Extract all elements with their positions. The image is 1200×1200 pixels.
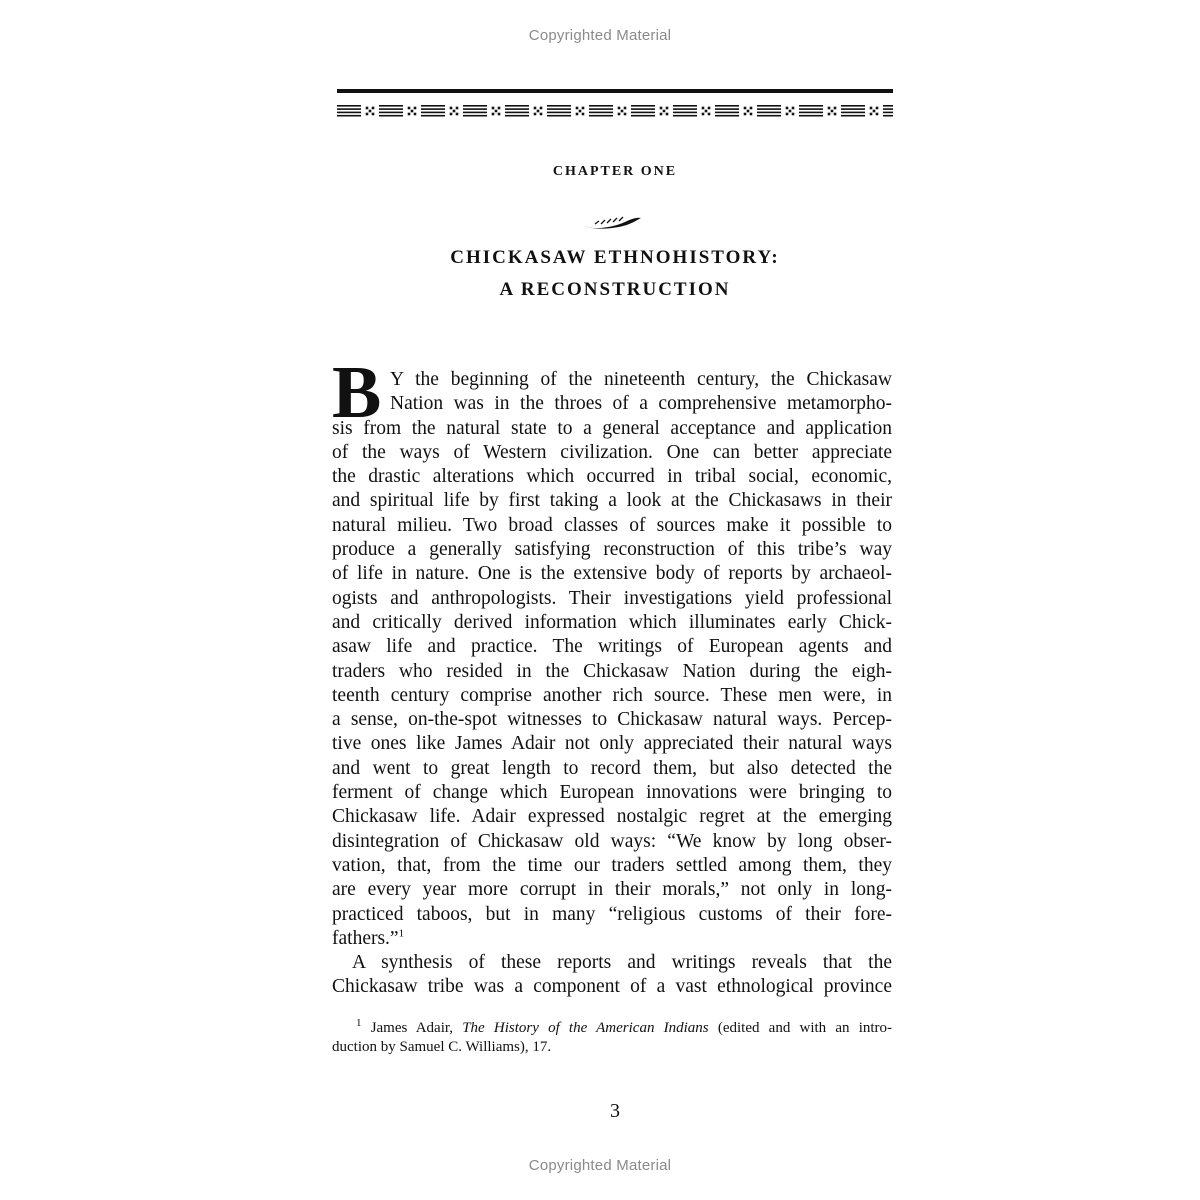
ornament-stripe bbox=[421, 108, 445, 110]
body-line: of life in nature. One is the extensive body of reports by archaeol- bbox=[332, 563, 892, 585]
ornament-stripe bbox=[799, 115, 823, 117]
ornament-dot bbox=[498, 107, 501, 110]
ornament-dot bbox=[582, 107, 585, 110]
body-line: practiced taboos, but in many “religious customs of their fore- bbox=[332, 903, 892, 925]
ornament-dot bbox=[792, 107, 795, 110]
ornament-dot bbox=[705, 110, 708, 113]
body-line: of the ways of Western civilization. One can better appreciate bbox=[332, 441, 892, 463]
ornament-dot bbox=[372, 113, 375, 116]
ornament-dot bbox=[618, 107, 621, 110]
body-line: disintegration of Chickasaw old ways: “We know by long obser- bbox=[332, 830, 892, 852]
ornament-stripe bbox=[463, 105, 487, 107]
ornament-stripe bbox=[337, 108, 361, 110]
body-line: are every year more corrupt in their morals,” not only in long- bbox=[332, 879, 892, 901]
ornament-stripe bbox=[841, 112, 865, 114]
flourish-ornament-icon bbox=[581, 212, 643, 232]
ornament-stripe bbox=[841, 115, 865, 117]
watermark-bottom: Copyrighted Material bbox=[528, 1157, 672, 1174]
footnote-line-2: duction by Samuel C. Williams), 17. bbox=[332, 1039, 552, 1055]
ornament-dot bbox=[828, 113, 831, 116]
ornamental-border bbox=[337, 104, 893, 118]
ornament-stripe bbox=[799, 112, 823, 114]
ornament-dot bbox=[708, 107, 711, 110]
ornament-stripe bbox=[715, 108, 739, 110]
body-line: natural milieu. Two broad classes of sources make it possible to bbox=[332, 514, 892, 536]
ornament-stripe bbox=[547, 115, 571, 117]
ornament-stripe bbox=[379, 105, 403, 107]
footnote-line-1 bbox=[332, 1019, 892, 1038]
ornament-stripe bbox=[379, 115, 403, 117]
ornament-dot bbox=[540, 107, 543, 110]
ornament-stripe bbox=[631, 115, 655, 117]
ornament-dot bbox=[414, 113, 417, 116]
ornament-stripe bbox=[841, 105, 865, 107]
ornament-stripe bbox=[883, 105, 893, 107]
ornament-dot bbox=[828, 107, 831, 110]
ornament-dot bbox=[576, 107, 579, 110]
footnote-number: 1 bbox=[356, 1017, 362, 1029]
ornament-stripe bbox=[589, 112, 613, 114]
ornament-stripe bbox=[883, 112, 893, 114]
body-line-with-footnote bbox=[332, 927, 892, 951]
body-line: tive ones like James Adair not only appreciated their natural ways bbox=[332, 733, 892, 755]
ornament-dot bbox=[708, 113, 711, 116]
body-line: ogists and anthropologists. Their investigations yield professional bbox=[332, 587, 892, 609]
body-line: traders who resided in the Chickasaw Nation during the eigh- bbox=[332, 660, 892, 682]
ornament-dot bbox=[870, 113, 873, 116]
ornament-stripe bbox=[673, 108, 697, 110]
body-line: Nation was in the throes of a comprehensive metamorpho- bbox=[390, 393, 892, 415]
ornament-stripe bbox=[337, 112, 361, 114]
body-line: fathers.” bbox=[332, 927, 399, 949]
ornament-dot bbox=[744, 113, 747, 116]
ornament-stripe bbox=[337, 105, 361, 107]
ornament-stripe bbox=[589, 115, 613, 117]
footnote-book-title: The History of the American Indians bbox=[462, 1020, 709, 1036]
footnote-reference[interactable]: 1 bbox=[398, 927, 405, 940]
ornament-stripe bbox=[505, 108, 529, 110]
ornament-dot bbox=[453, 110, 456, 113]
ornament-stripe bbox=[799, 105, 823, 107]
body-line: Chickasaw life. Adair expressed nostalgic regret at the emerging bbox=[332, 806, 892, 828]
ornament-dot bbox=[786, 113, 789, 116]
ornament-stripe bbox=[505, 112, 529, 114]
body-line: asaw life and practice. The writings of European agents and bbox=[332, 636, 892, 658]
ornament-stripe bbox=[631, 112, 655, 114]
ornament-dot bbox=[621, 110, 624, 113]
ornament-stripe bbox=[757, 115, 781, 117]
body-line: sis from the natural state to a general acceptance and application bbox=[332, 417, 892, 439]
chapter-label: CHAPTER ONE bbox=[552, 164, 678, 179]
ornament-dot bbox=[660, 113, 663, 116]
ornament-stripe bbox=[757, 112, 781, 114]
ornament-stripe bbox=[379, 108, 403, 110]
ornament-dot bbox=[540, 113, 543, 116]
footnote bbox=[332, 1019, 892, 1057]
ornament-dot bbox=[534, 113, 537, 116]
ornament-dot bbox=[372, 107, 375, 110]
body-line: the drastic alterations which occurred in tribal social, economic, bbox=[332, 466, 892, 488]
ornament-dot bbox=[456, 107, 459, 110]
ornament-stripe bbox=[673, 115, 697, 117]
ornament-dot bbox=[750, 107, 753, 110]
ornament-dot bbox=[744, 107, 747, 110]
ornament-dot bbox=[789, 110, 792, 113]
ornament-dot bbox=[498, 113, 501, 116]
body-line: A synthesis of these reports and writings reveals that the bbox=[352, 952, 892, 974]
ornament-stripe bbox=[463, 115, 487, 117]
ornament-dot bbox=[831, 110, 834, 113]
body-line: and spiritual life by first taking a look at the Chickasaws in their bbox=[332, 490, 892, 512]
body-line: Y the beginning of the nineteenth century, the Chickasaw bbox=[390, 369, 892, 390]
ornament-dot bbox=[834, 107, 837, 110]
ornament-stripe bbox=[757, 105, 781, 107]
ornament-dot bbox=[834, 113, 837, 116]
chapter-title-line-1: CHICKASAW ETHNOHISTORY: bbox=[450, 247, 780, 268]
ornament-dot bbox=[537, 110, 540, 113]
ornament-dot bbox=[411, 110, 414, 113]
body-line: teenth century comprise another rich source. These men were, in bbox=[332, 684, 892, 706]
ornament-stripe bbox=[463, 108, 487, 110]
body-line: Chickasaw tribe was a component of a vast ethnological province bbox=[332, 976, 892, 998]
ornament-dot bbox=[750, 113, 753, 116]
body-line: ferment of change which European innovations were bringing to bbox=[332, 782, 892, 804]
ornament-stripe bbox=[463, 112, 487, 114]
ornament-dot bbox=[786, 107, 789, 110]
ornament-stripe bbox=[547, 105, 571, 107]
body-line: produce a generally satisfying reconstruction of this tribe’s way bbox=[332, 539, 892, 561]
ornament-stripe bbox=[505, 105, 529, 107]
ornament-dot bbox=[666, 113, 669, 116]
body-line: a sense, on-the-spot witnesses to Chickasaw natural ways. Percep- bbox=[332, 709, 892, 731]
ornament-stripe bbox=[547, 108, 571, 110]
ornament-stripe bbox=[757, 108, 781, 110]
ornament-dot bbox=[414, 107, 417, 110]
ornament-dot bbox=[366, 113, 369, 116]
ornament-dot bbox=[660, 107, 663, 110]
ornament-dot bbox=[876, 107, 879, 110]
footnote-author: James Adair, bbox=[370, 1020, 454, 1036]
ornament-stripe bbox=[883, 115, 893, 117]
ornament-stripe bbox=[631, 105, 655, 107]
ornament-dot bbox=[666, 107, 669, 110]
ornament-stripe bbox=[631, 108, 655, 110]
ornament-stripe bbox=[883, 108, 893, 110]
ornament-stripe bbox=[379, 112, 403, 114]
ornament-dot bbox=[450, 113, 453, 116]
ornament-dot bbox=[792, 113, 795, 116]
ornament-stripe bbox=[421, 112, 445, 114]
ornament-stripe bbox=[715, 105, 739, 107]
header-rule bbox=[337, 89, 893, 93]
ornament-stripe bbox=[715, 112, 739, 114]
ornament-dot bbox=[576, 113, 579, 116]
ornament-stripe bbox=[589, 105, 613, 107]
ornament-dot bbox=[495, 110, 498, 113]
ornament-dot bbox=[492, 107, 495, 110]
ornament-stripe bbox=[337, 115, 361, 117]
body-line: and went to great length to record them, but also detected the bbox=[332, 757, 892, 779]
ornament-dot bbox=[366, 107, 369, 110]
ornament-dot bbox=[618, 113, 621, 116]
ornament-dot bbox=[870, 107, 873, 110]
ornament-stripe bbox=[421, 115, 445, 117]
ornament-dot bbox=[408, 107, 411, 110]
ornament-stripe bbox=[589, 108, 613, 110]
page-number: 3 bbox=[610, 1100, 620, 1122]
ornament-dot bbox=[369, 110, 372, 113]
ornament-dot bbox=[624, 107, 627, 110]
ornament-dot bbox=[624, 113, 627, 116]
watermark-top: Copyrighted Material bbox=[528, 27, 672, 44]
ornament-dot bbox=[534, 107, 537, 110]
ornament-dot bbox=[702, 107, 705, 110]
ornament-stripe bbox=[547, 112, 571, 114]
ornament-dot bbox=[873, 110, 876, 113]
ornament-stripe bbox=[673, 112, 697, 114]
ornament-dot bbox=[492, 113, 495, 116]
body-line: vation, that, from the time our traders settled among them, they bbox=[332, 854, 892, 876]
ornament-dot bbox=[408, 113, 411, 116]
ornament-stripe bbox=[505, 115, 529, 117]
footnote-rest: (edited and with an intro- bbox=[717, 1020, 893, 1036]
body-text bbox=[332, 368, 892, 1000]
ornament-dot bbox=[456, 113, 459, 116]
ornament-dot bbox=[702, 113, 705, 116]
ornament-stripe bbox=[799, 108, 823, 110]
ornament-dot bbox=[663, 110, 666, 113]
ornament-dot bbox=[876, 113, 879, 116]
drop-cap: B bbox=[332, 352, 382, 434]
ornament-stripe bbox=[715, 115, 739, 117]
chapter-title-line-2: A RECONSTRUCTION bbox=[499, 279, 731, 300]
ornament-dot bbox=[579, 110, 582, 113]
ornament-dot bbox=[747, 110, 750, 113]
ornament-dot bbox=[450, 107, 453, 110]
body-line: and critically derived information which illuminates early Chick- bbox=[332, 611, 892, 633]
ornament-stripe bbox=[673, 105, 697, 107]
ornament-dot bbox=[582, 113, 585, 116]
ornament-stripe bbox=[421, 105, 445, 107]
ornament-stripe bbox=[841, 108, 865, 110]
